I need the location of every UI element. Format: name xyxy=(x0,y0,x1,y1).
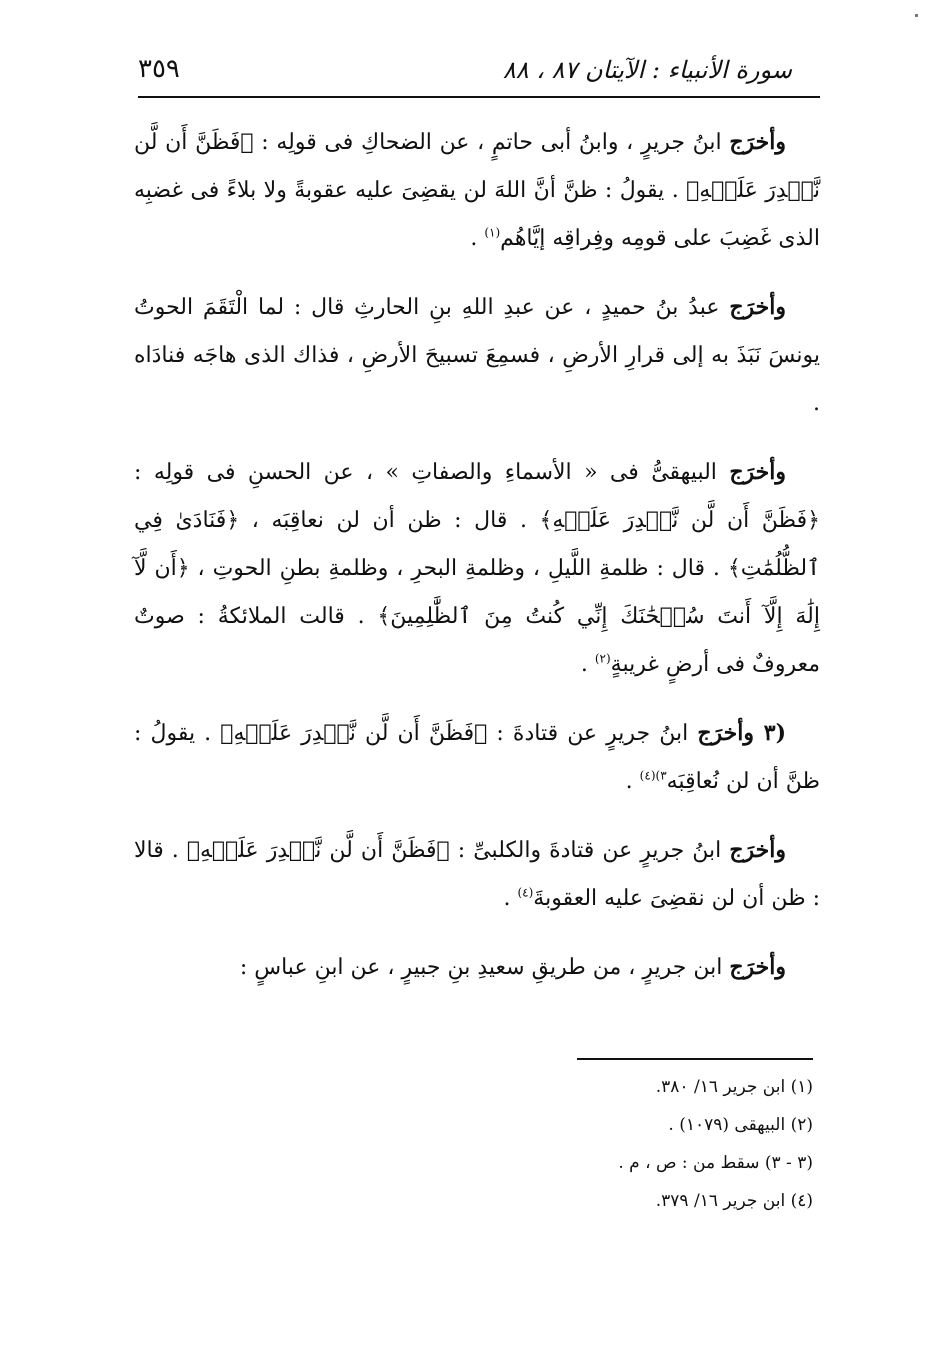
paragraph-lead: وأخرَج xyxy=(729,459,787,485)
footnote-rule xyxy=(577,1058,813,1060)
paragraph-3 xyxy=(134,448,820,689)
footnote-ref: (٤) xyxy=(517,885,534,900)
paragraph-end: . xyxy=(580,652,595,677)
footnote-ref: (١) xyxy=(484,225,501,240)
paragraph-text: ابنُ جريرٍ عن قتادةَ والكلبىِّ : ﴿فَظَنَّ أَن لَّن نَّقۡدِرَ عَلَيۡهِ﴾ . قالا : ظن أن لن نقضِىَ عليه العقوبةَ xyxy=(134,838,820,911)
paragraph-text: ابن جريرٍ ، من طريقِ سعيدِ بنِ جبيرٍ ، عن ابنِ عباسٍ : xyxy=(239,955,723,980)
paragraph-lead: وأخرَج xyxy=(729,294,787,320)
paragraph-text: البيهقىُّ فى « الأسماءِ والصفاتِ » ، عن الحسنِ فى قولِه : ﴿فَظَنَّ أَن لَّن نَّقۡدِرَ عَلَيۡهِ﴾ . قال : ظن أن لن نعاقِبَه ، ﴿فَنَادَىٰ فِي ٱلظُّلُمَٰتِ﴾ . قال : ظلمةِ اللَّيلِ ، وظلمةِ البحرِ ، وظلمةِ بطنِ الحوتِ ، ﴿أَن لَّآ إِلَٰهَ إِلَّآ أَنتَ سُبۡحَٰنَكَ إِنِّي كُنتُ مِنَ ٱلظَّٰلِمِينَ﴾ . قالت الملائكةُ : صوتٌ معروفٌ فى أرضٍ غريبةٍ xyxy=(134,460,820,677)
paragraph-lead: وأخرَج xyxy=(729,954,786,980)
paragraph-2 xyxy=(134,283,820,428)
main-text xyxy=(134,118,820,1012)
paragraph-4 xyxy=(134,709,820,806)
footnote-2: (٢) البيهقى (١٠٧٩) . xyxy=(668,1115,813,1135)
footnote-1: (١) ابن جرير ١٦/ ٣٨٠. xyxy=(655,1077,813,1097)
page-number: ٣٥٩ xyxy=(138,54,180,84)
running-title: سورة الأنبياء : الآيتان ٨٧ ، ٨٨ xyxy=(502,56,792,84)
paragraph-end: . xyxy=(625,769,640,794)
paragraph-end: . xyxy=(503,886,518,911)
scan-mark xyxy=(915,14,918,17)
footnote-4: (٤) ابن جرير ١٦/ ٣٧٩. xyxy=(655,1191,813,1211)
footnote-3: (٣ - ٣) سقط من : ص ، م . xyxy=(618,1153,813,1173)
footnote-ref: (٢) xyxy=(594,651,611,666)
footnotes xyxy=(300,1068,813,1220)
paragraph-text: ابنُ جريرٍ ، وابنُ أبى حاتمٍ ، عن الضحاكِ فى قولِه : ﴿فَظَنَّ أَن لَّن نَّقۡدِرَ عَلَيۡهِ﴾ . يقولُ : ظنَّ أنَّ اللهَ لن يقضِىَ عليه عقوبةً ولا بلاءً فى غضبِه الذى غَضِبَ على قومِه وفِراقِه إيَّاهُم xyxy=(134,130,820,251)
paragraph-lead: وأخرَج xyxy=(729,129,787,155)
footnote-ref: ٣)(٤) xyxy=(639,768,667,783)
paragraph-lead: (٣ وأخرَج xyxy=(697,720,786,746)
paragraph-lead: وأخرَج xyxy=(729,837,787,863)
paragraph-text: عبدُ بنُ حميدٍ ، عن عبدِ اللهِ بنِ الحارثِ قال : لما الْتَقَمَ الحوتُ يونسَ نَبَذَ به إلى قرارِ الأرضِ ، فسمِعَ تسبيحَ الأرضِ ، فذاك الذى هاجَه فنادَاه . xyxy=(134,295,820,416)
paragraph-text: ابنُ جريرٍ عن قتادةَ : ﴿فَظَنَّ أَن لَّن نَّقۡدِرَ عَلَيۡهِ﴾ . يقولُ : ظنَّ أن لن نُعاقِبَه xyxy=(134,721,820,794)
paragraph-6 xyxy=(134,943,820,992)
page-header xyxy=(138,52,820,96)
paragraph-5 xyxy=(134,826,820,923)
paragraph-end: . xyxy=(470,226,485,251)
paragraph-1 xyxy=(134,118,820,263)
header-rule xyxy=(138,96,820,98)
